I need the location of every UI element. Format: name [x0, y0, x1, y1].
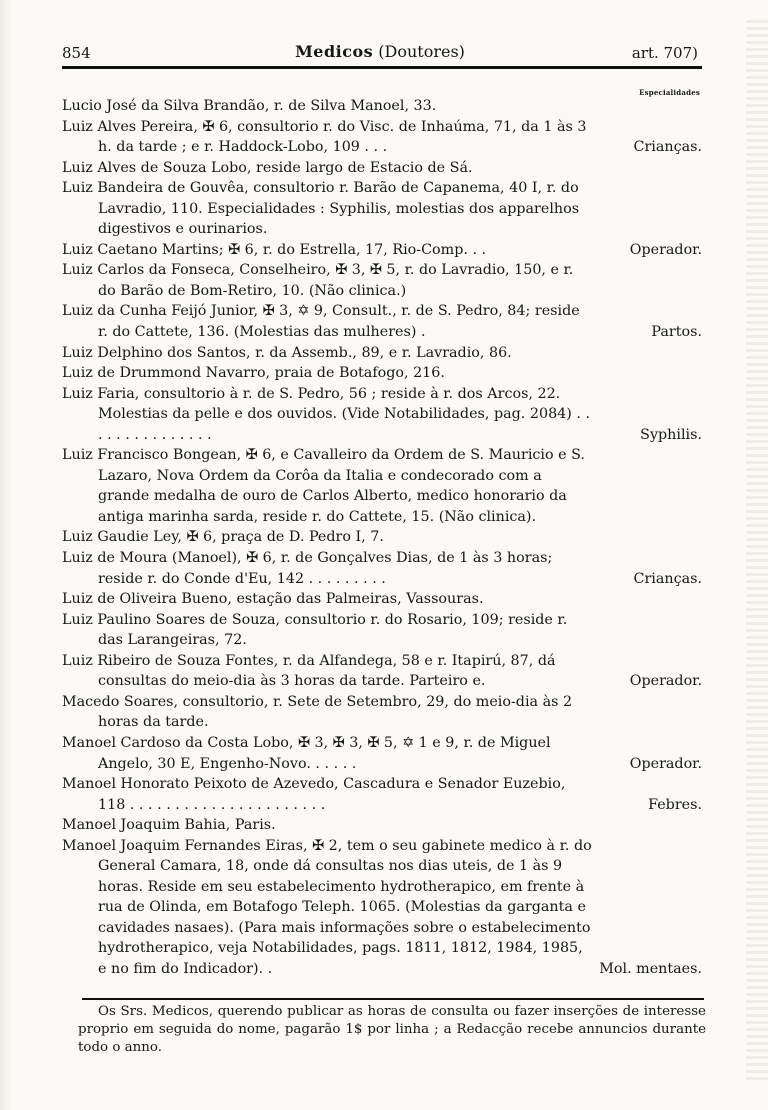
- entry-text: Macedo Soares, consultorio, r. Sete de Setembro, 29, do meio-dia às 2 horas da tarde.: [62, 693, 573, 731]
- entry-text: Manoel Honorato Peixoto de Azevedo, Cascadura e Senador Euzebio, 118 . . . . . . . . . . . . . . . . . . . . . .: [62, 776, 566, 813]
- entry-specialty: Crianças.: [633, 570, 702, 587]
- entry-text: Luiz Francisco Bongean, ✠ 6, e Cavalleiro da Ordem de S. Mauricio e S. Lazaro, Nova Ordem da Corôa da Italia e condecorado com a grande medalha de ouro de Carlos Alberto, medico honorario da antiga marinha sarda, reside r. do Cattete, 15. (Não clinica).: [62, 447, 585, 525]
- entry-text: Lucio José da Silva Brandão, r. de Silva Manoel, 33.: [62, 98, 437, 114]
- page-header: [62, 42, 698, 66]
- scan-edge-right: [746, 20, 768, 1080]
- footnote: Os Srs. Medicos, querendo publicar as horas de consulta ou fazer inserções de interesse proprio em seguida do nome, pagarão 1$ por linha ; a Redacção recebe annuncios durante todo o anno.: [78, 1004, 706, 1055]
- entry-text: Luiz Paulino Soares de Souza, consultorio r. do Rosario, 109; reside r. das Larangeiras, 72.: [62, 611, 568, 649]
- list-item: [62, 445, 702, 527]
- list-item: [62, 610, 702, 651]
- list-item: [62, 240, 702, 261]
- list-item: [62, 117, 702, 158]
- entry-text: Luiz Faria, consultorio à r. de S. Pedro, 56 ; reside à r. dos Arcos, 22. Molestias da pelle e dos ouvidos. (Vide Notabilidades, pag. 2084) . . . . . . . . . . . . . . .: [62, 385, 591, 443]
- entry-specialty: Operador.: [629, 755, 702, 772]
- entry-list: [62, 96, 702, 980]
- entry-specialty: Partos.: [651, 324, 702, 341]
- list-item: [62, 692, 702, 733]
- entry-text: Luiz Caetano Martins; ✠ 6, r. do Estrella, 17, Rio-Comp. . .: [62, 241, 487, 258]
- page-title-main: Medicos: [295, 42, 374, 61]
- entry-text: Luiz da Cunha Feijó Junior, ✠ 3, ✡ 9, Consult., r. de S. Pedro, 84; reside r. do Cattete, 136. (Molestias das mulheres) .: [62, 303, 580, 341]
- entry-specialty: Febres.: [648, 796, 702, 813]
- page-number: 854: [62, 44, 91, 62]
- list-item: [62, 815, 702, 836]
- entry-text: Luiz de Oliveira Bueno, estação das Palmeiras, Vassouras.: [62, 591, 484, 608]
- entry-text: Manoel Joaquim Bahia, Paris.: [62, 817, 276, 834]
- entry-text: Luiz Carlos da Fonseca, Conselheiro, ✠ 3, ✠ 5, r. do Lavradio, 150, e r. do Barão de Bom-Retiro, 10. (Não clinica.): [62, 262, 574, 299]
- list-item: [62, 651, 702, 692]
- list-item: [62, 548, 702, 589]
- list-item: [62, 343, 702, 364]
- entry-text: Luiz Bandeira de Gouvêa, consultorio r. Barão de Capanema, 40 I, r. do Lavradio, 110. Especialidades : Syphilis, molestias dos apparelhos digestivos e ourinarios.: [62, 180, 580, 238]
- header-divider: [62, 66, 702, 69]
- list-item: [62, 589, 702, 610]
- page-title-sub: (Doutores): [378, 42, 465, 61]
- page-title: [62, 42, 698, 61]
- entry-text: Luiz Alves de Souza Lobo, reside largo de Estacio de Sá.: [62, 159, 473, 176]
- list-item: [62, 384, 702, 446]
- list-item: [62, 158, 702, 179]
- entry-text: Luiz Delphino dos Santos, r. da Assemb., 89, e r. Lavradio, 86.: [62, 344, 512, 361]
- list-item: [62, 527, 702, 548]
- article-number: art. 707): [631, 44, 698, 62]
- entry-specialty: Mol. mentaes.: [599, 960, 702, 977]
- entry-specialty: Operador.: [629, 241, 702, 258]
- entry-text: Luiz de Moura (Manoel), ✠ 6, r. de Gonçalves Dias, de 1 às 3 horas; reside r. do Conde d'Eu, 142 . . . . . . . . .: [62, 550, 553, 587]
- entry-text: Manoel Cardoso da Costa Lobo, ✠ 3, ✠ 3, ✠ 5, ✡ 1 e 9, r. de Miguel Angelo, 30 E, Engenho-Novo. . . . . .: [62, 734, 551, 772]
- list-item: [62, 178, 702, 240]
- list-item: [62, 836, 702, 980]
- entry-text: Luiz Alves Pereira, ✠ 6, consultorio r. do Visc. de Inhaúma, 71, da 1 às 3 h. da tarde ; e r. Haddock-Lobo, 109 . . .: [62, 118, 587, 156]
- list-item: [62, 301, 702, 342]
- specialties-heading: Especialidades: [639, 88, 700, 97]
- list-item: [62, 260, 702, 301]
- list-item: [62, 96, 702, 117]
- list-item: [62, 363, 702, 384]
- scan-edge-left: [0, 0, 12, 1110]
- entry-text: Luiz de Drummond Navarro, praia de Botafogo, 216.: [62, 365, 445, 382]
- entry-specialty: Crianças.: [633, 139, 702, 156]
- entry-text: Luiz Gaudie Ley, ✠ 6, praça de D. Pedro I, 7.: [62, 529, 384, 546]
- entry-text: Manoel Joaquim Fernandes Eiras, ✠ 2, tem o seu gabinete medico à r. do General Camara, 18, onde dá consultas nos dias uteis, de 1 às 9 horas. Reside em seu estabelecimento hydrotherapico, em frente à rua de Olinda, em Botafogo Teleph. 1065. (Molestias da garganta e cavidades nasaes). (Para mais informações sobre o estabelecimento hydrotherapico, veja Notabilidades, pags. 1811, 1812, 1984, 1985, e no fim do Indicador). .: [62, 837, 592, 977]
- list-item: [62, 774, 702, 815]
- entry-text: Luiz Ribeiro de Souza Fontes, r. da Alfandega, 58 e r. Itapirú, 87, dá consultas do meio-dia às 3 horas da tarde. Parteiro e.: [62, 652, 556, 690]
- footnote-divider: [82, 998, 704, 1000]
- entry-specialty: Syphilis.: [640, 426, 702, 443]
- list-item: [62, 733, 702, 774]
- entry-specialty: Operador.: [629, 673, 702, 690]
